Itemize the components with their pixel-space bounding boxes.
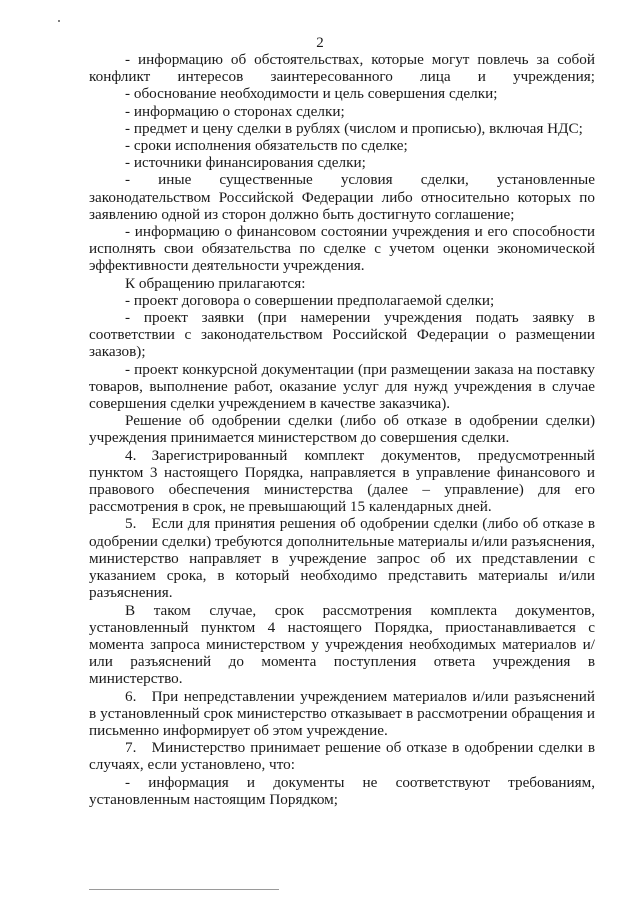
paragraph-deadlines: - сроки исполнения обязательств по сделке; bbox=[125, 137, 408, 155]
scan-speck bbox=[58, 20, 60, 22]
paragraph-draft-contract: - проект договора о совершении предполагаемой сделки; bbox=[125, 291, 495, 309]
page-number: 2 bbox=[316, 35, 324, 51]
footer-rule bbox=[89, 889, 279, 890]
paragraph-funding-sources: - источники финансирования сделки; bbox=[125, 154, 366, 172]
paragraph-item-6: 6. При непредставлении учреждением материалов и/или разъяснений в установленный срок министерство отказывает в рассмотрении обращения и письменно информирует об этом учреждение. bbox=[89, 687, 595, 739]
document-body bbox=[89, 51, 595, 808]
paragraph-conflict-of-interest: - информацию об обстоятельствах, которые могут повлечь за собой конфликт интересов заинтересованного лица и учреждения; bbox=[89, 51, 595, 86]
paragraph-attachments-intro: К обращению прилагаются: bbox=[125, 274, 306, 292]
paragraph-noncompliance: - информация и документы не соответствуют требованиям, установленным настоящим Порядком; bbox=[89, 773, 595, 808]
paragraph-justification: - обоснование необходимости и цель совершения сделки; bbox=[125, 85, 498, 103]
paragraph-item-5: 5. Если для принятия решения об одобрении сделки (либо об отказе в одобрении сделки) требуются дополнительные материалы и/или разъяснения, министерство направляет в учреждение запрос об их представлении с указанием срока, в который необходимо представить материалы и/или разъяснения. bbox=[89, 515, 595, 602]
paragraph-item-7: 7. Министерство принимает решение об отказе в одобрении сделки в случаях, если установлено, что: bbox=[89, 739, 595, 774]
paragraph-approval-decision: Решение об одобрении сделки (либо об отказе в одобрении сделки) учреждения принимается министерством до совершения сделки. bbox=[89, 412, 595, 447]
paragraph-item-4: 4. Зарегистрированный комплект документов, предусмотренный пунктом 3 настоящего Порядка, направляется в управление финансового и правового обеспечения министерства (далее – управление) для его рассмотрения в срок, не превышающий 15 календарных дней. bbox=[89, 446, 595, 516]
paragraph-parties: - информацию о сторонах сделки; bbox=[125, 102, 345, 120]
paragraph-draft-application: - проект заявки (при намерении учреждения подать заявку в соответствии с законодательством Российской Федерации о размещении заказов); bbox=[89, 309, 595, 361]
paragraph-review-suspension: В таком случае, срок рассмотрения комплекта документов, установленный пунктом 4 настоящего Порядка, приостанавливается с момента запроса министерством у учреждения необходимых материалов и/или разъяснений до момента поступления ответа учреждения в министерство. bbox=[89, 601, 595, 688]
paragraph-tender-documentation: - проект конкурсной документации (при размещении заказа на поставку товаров, выполнение работ, оказание услуг для нужд учреждения в случае совершения сделки учреждением в качестве заказчика). bbox=[89, 360, 595, 413]
paragraph-financial-state: - информацию о финансовом состоянии учреждения и его способности исполнять свои обязательства по сделке с учетом оценки экономической эффективности деятельности учреждения. bbox=[89, 223, 595, 275]
paragraph-subject-price: - предмет и цену сделки в рублях (числом и прописью), включая НДС; bbox=[125, 119, 583, 137]
paragraph-essential-terms: - иные существенные условия сделки, установленные законодательством Российской Федерации либо относительно которых по заявлению одной из сторон должно быть достигнуто соглашение; bbox=[89, 171, 595, 223]
